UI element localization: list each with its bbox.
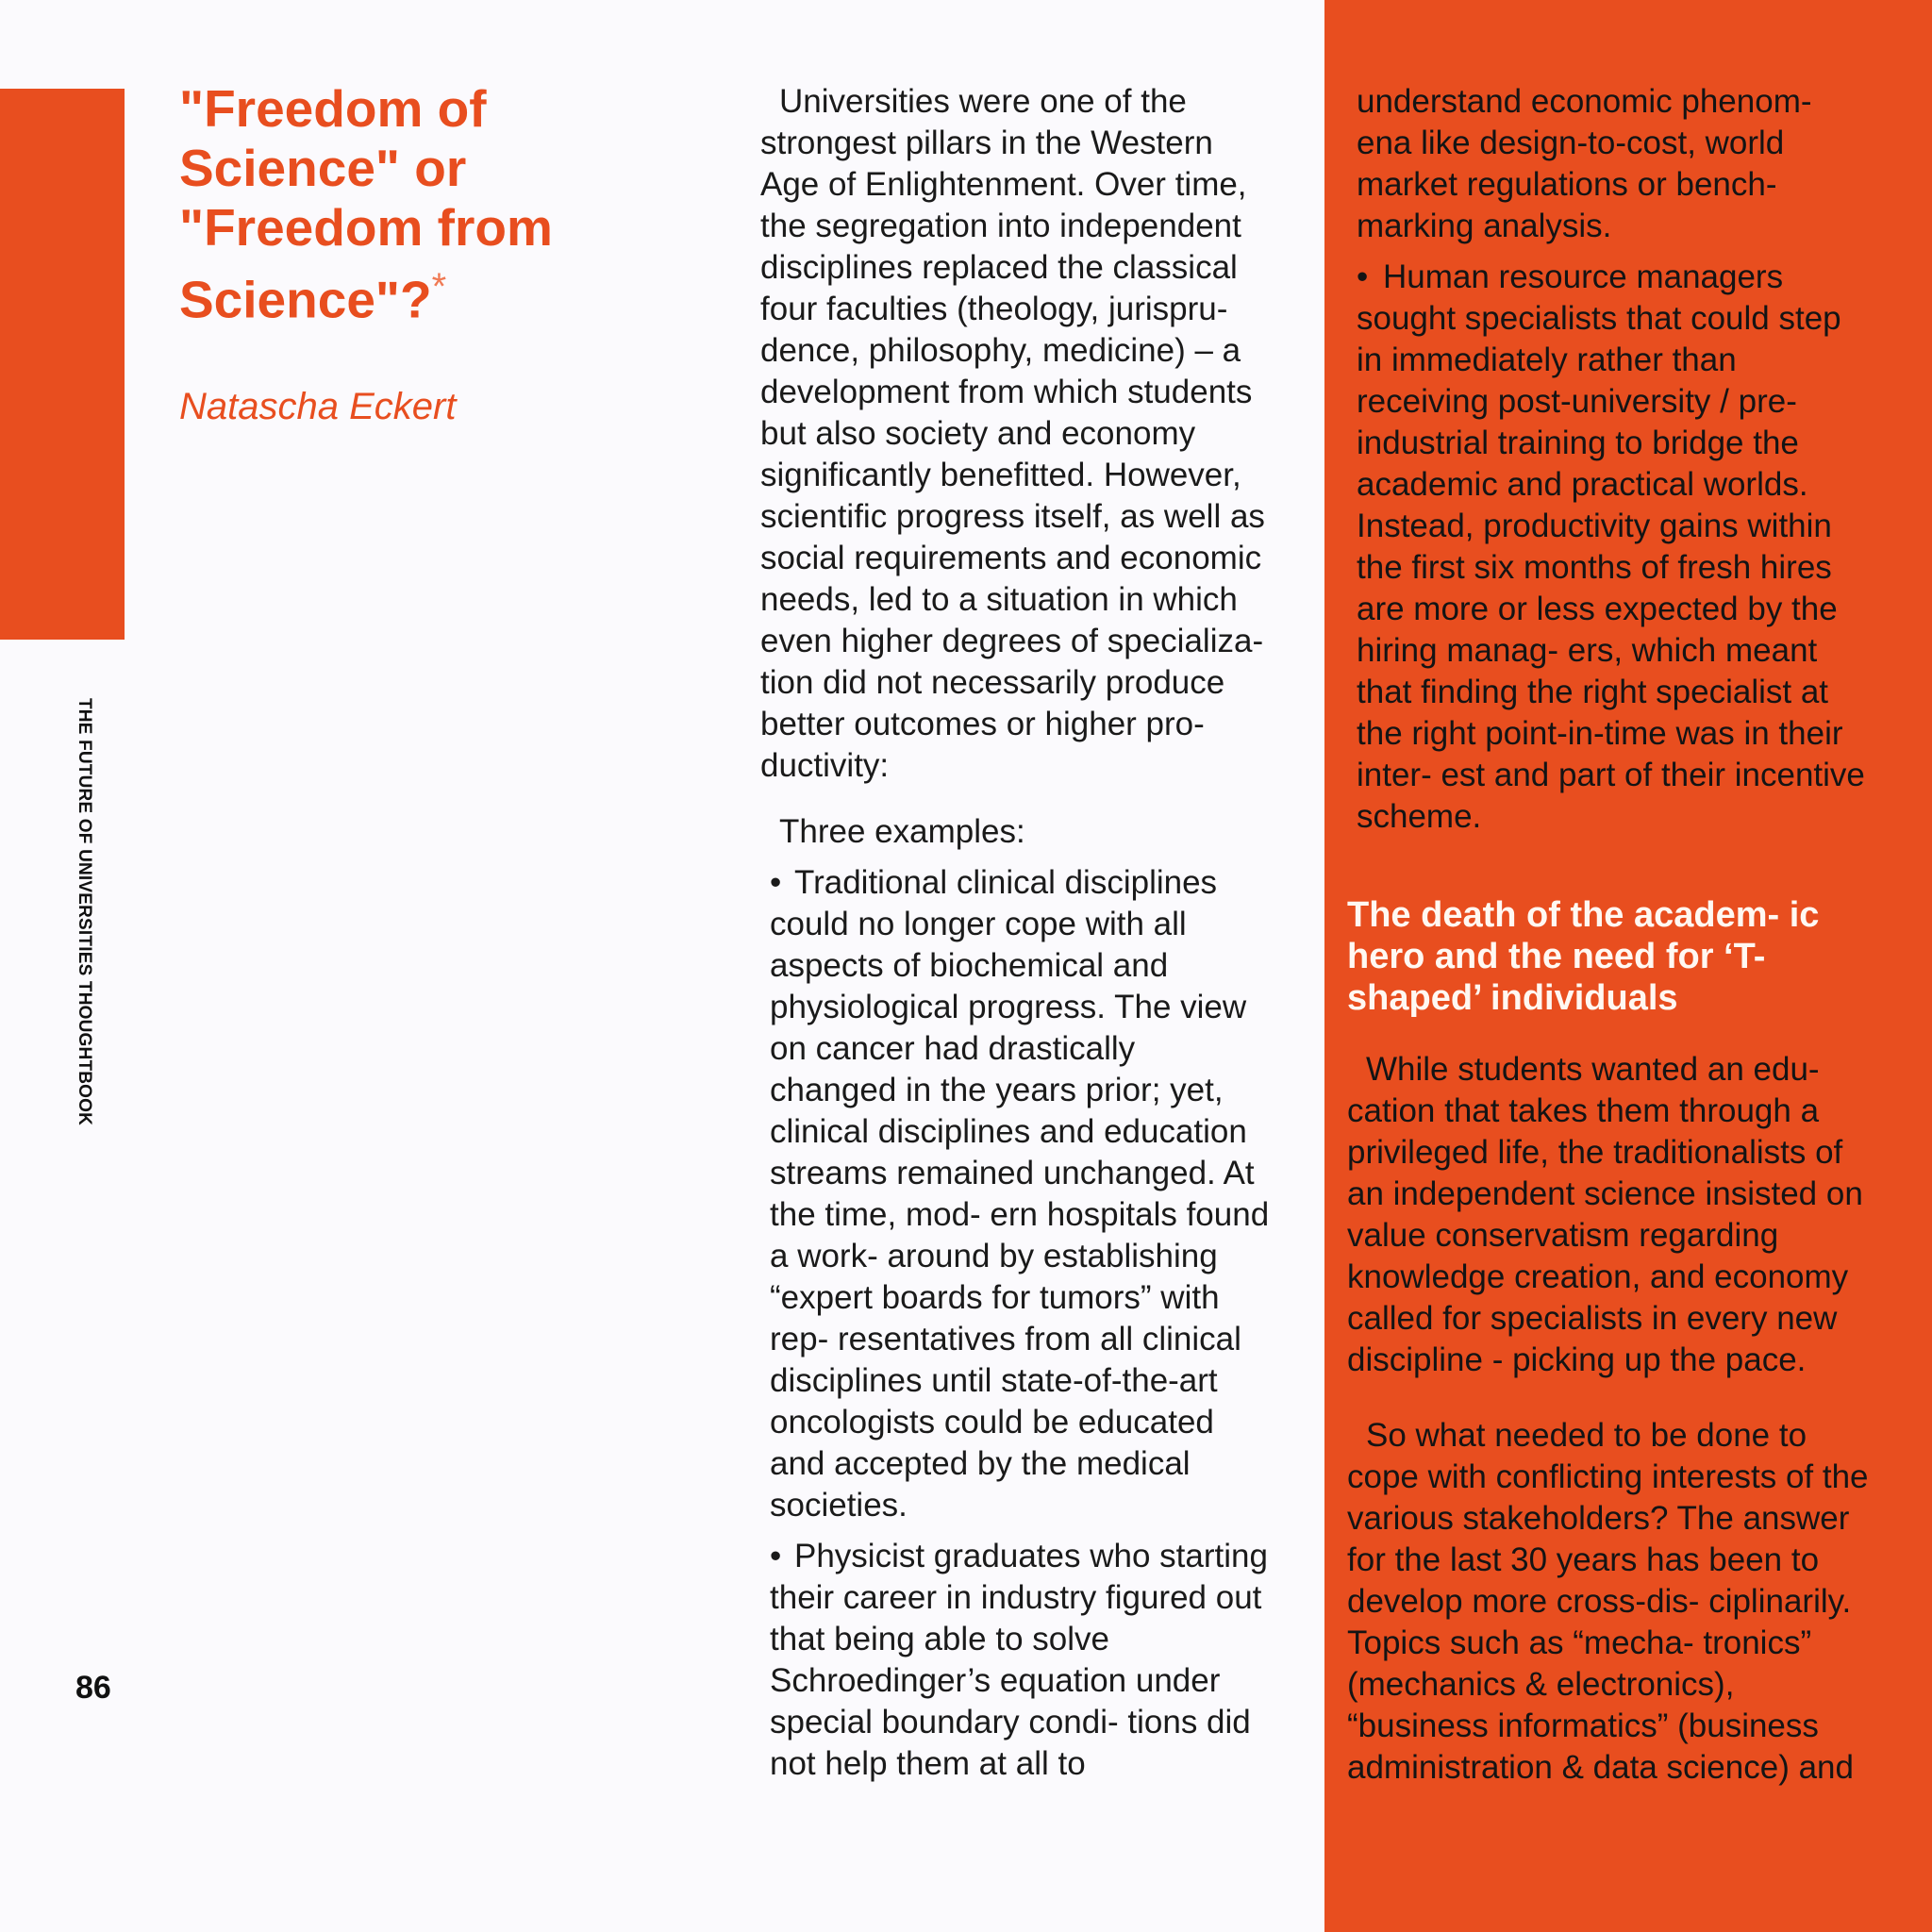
examples-label: Three examples: <box>779 813 1025 850</box>
article-title-text: "Freedom of Science" or "Freedom from Science"? <box>179 79 553 329</box>
body-paragraph: While students wanted an edu- cation that takes them through a privileged life, the traditionalists of an independent science insisted on value conservatism regarding knowledge creation, and economy called for specialists in every new discipline - picking up the pace. <box>1347 1050 1863 1378</box>
continued-list-text: understand economic phenom- ena like design-to-cost, world market regulations or bench- marking analysis. <box>1357 83 1812 244</box>
section-subheading: The death of the academ- ic hero and the need for ‘T-shaped’ individuals <box>1347 895 1820 1018</box>
list-item <box>760 1536 1270 1785</box>
title-block <box>179 79 575 428</box>
bullet-icon: • <box>770 864 782 901</box>
bullet-icon: • <box>1357 258 1369 295</box>
vertical-book-title: THE FUTURE OF UNIVERSITIES THOUGHTBOOK <box>75 698 94 1126</box>
bullet-icon: • <box>770 1538 782 1574</box>
right-column <box>1347 81 1875 1789</box>
intro-paragraph: Universities were one of the strongest pillars in the Western Age of Enlightenment. Over time, the segregation into independent disciplines replaced the classical four faculties (theology, jurispru- dence, philosophy, medicine) – a development from which students but also society and economy significantly benefitted. However, scientific progress itself, as well as social requirements and economic needs, led to a situation in which even higher degrees of specializa- tion did not necessarily produce better outcomes or higher pro- ductivity: <box>760 83 1265 784</box>
page-number: 86 <box>75 1670 111 1706</box>
body-paragraph: So what needed to be done to cope with conflicting interests of the various stakeholders? The answer for the last 30 years has been to develop more cross-dis- ciplinarily. Topics such as “mecha- tronics” (mechanics & electronics), “business informatics” (business administration & data science) and <box>1347 1416 1869 1786</box>
list-item-text: Traditional clinical disciplines could no longer cope with all aspects of biochemical and physiological progress. The view on cancer had drastically changed in the years prior; yet, clinical disciplines and education streams remained unchanged. At the time, mod- ern hospitals found a work- around by establishing “expert boards for tumors” with rep- resentatives from all clinical disciplines until state-of-the-art oncologists could be educated and accepted by the medical societies. <box>770 864 1270 1524</box>
title-footnote-mark: * <box>431 266 447 308</box>
list-item-text: Physicist graduates who starting their career in industry figured out that being able to solve Schroedinger’s equation under special boundary condi- tions did not help them at all to <box>770 1538 1268 1782</box>
middle-column <box>760 81 1270 1785</box>
article-title <box>179 79 575 329</box>
list-item-text: Human resource managers sought specialists that could step in immediately rather than receiving post-university / pre-industrial training to bridge the academic and practical worlds. Instead, productivity gains within the first six months of fresh hires are more or less expected by the hiring manag- ers, which meant that finding the right specialist at the right point-in-time was in their inter- est and part of their incentive scheme. <box>1357 258 1865 835</box>
list-item <box>1347 257 1875 838</box>
left-accent-bar <box>0 89 125 640</box>
list-item <box>760 862 1270 1526</box>
author-name: Natascha Eckert <box>179 386 457 428</box>
